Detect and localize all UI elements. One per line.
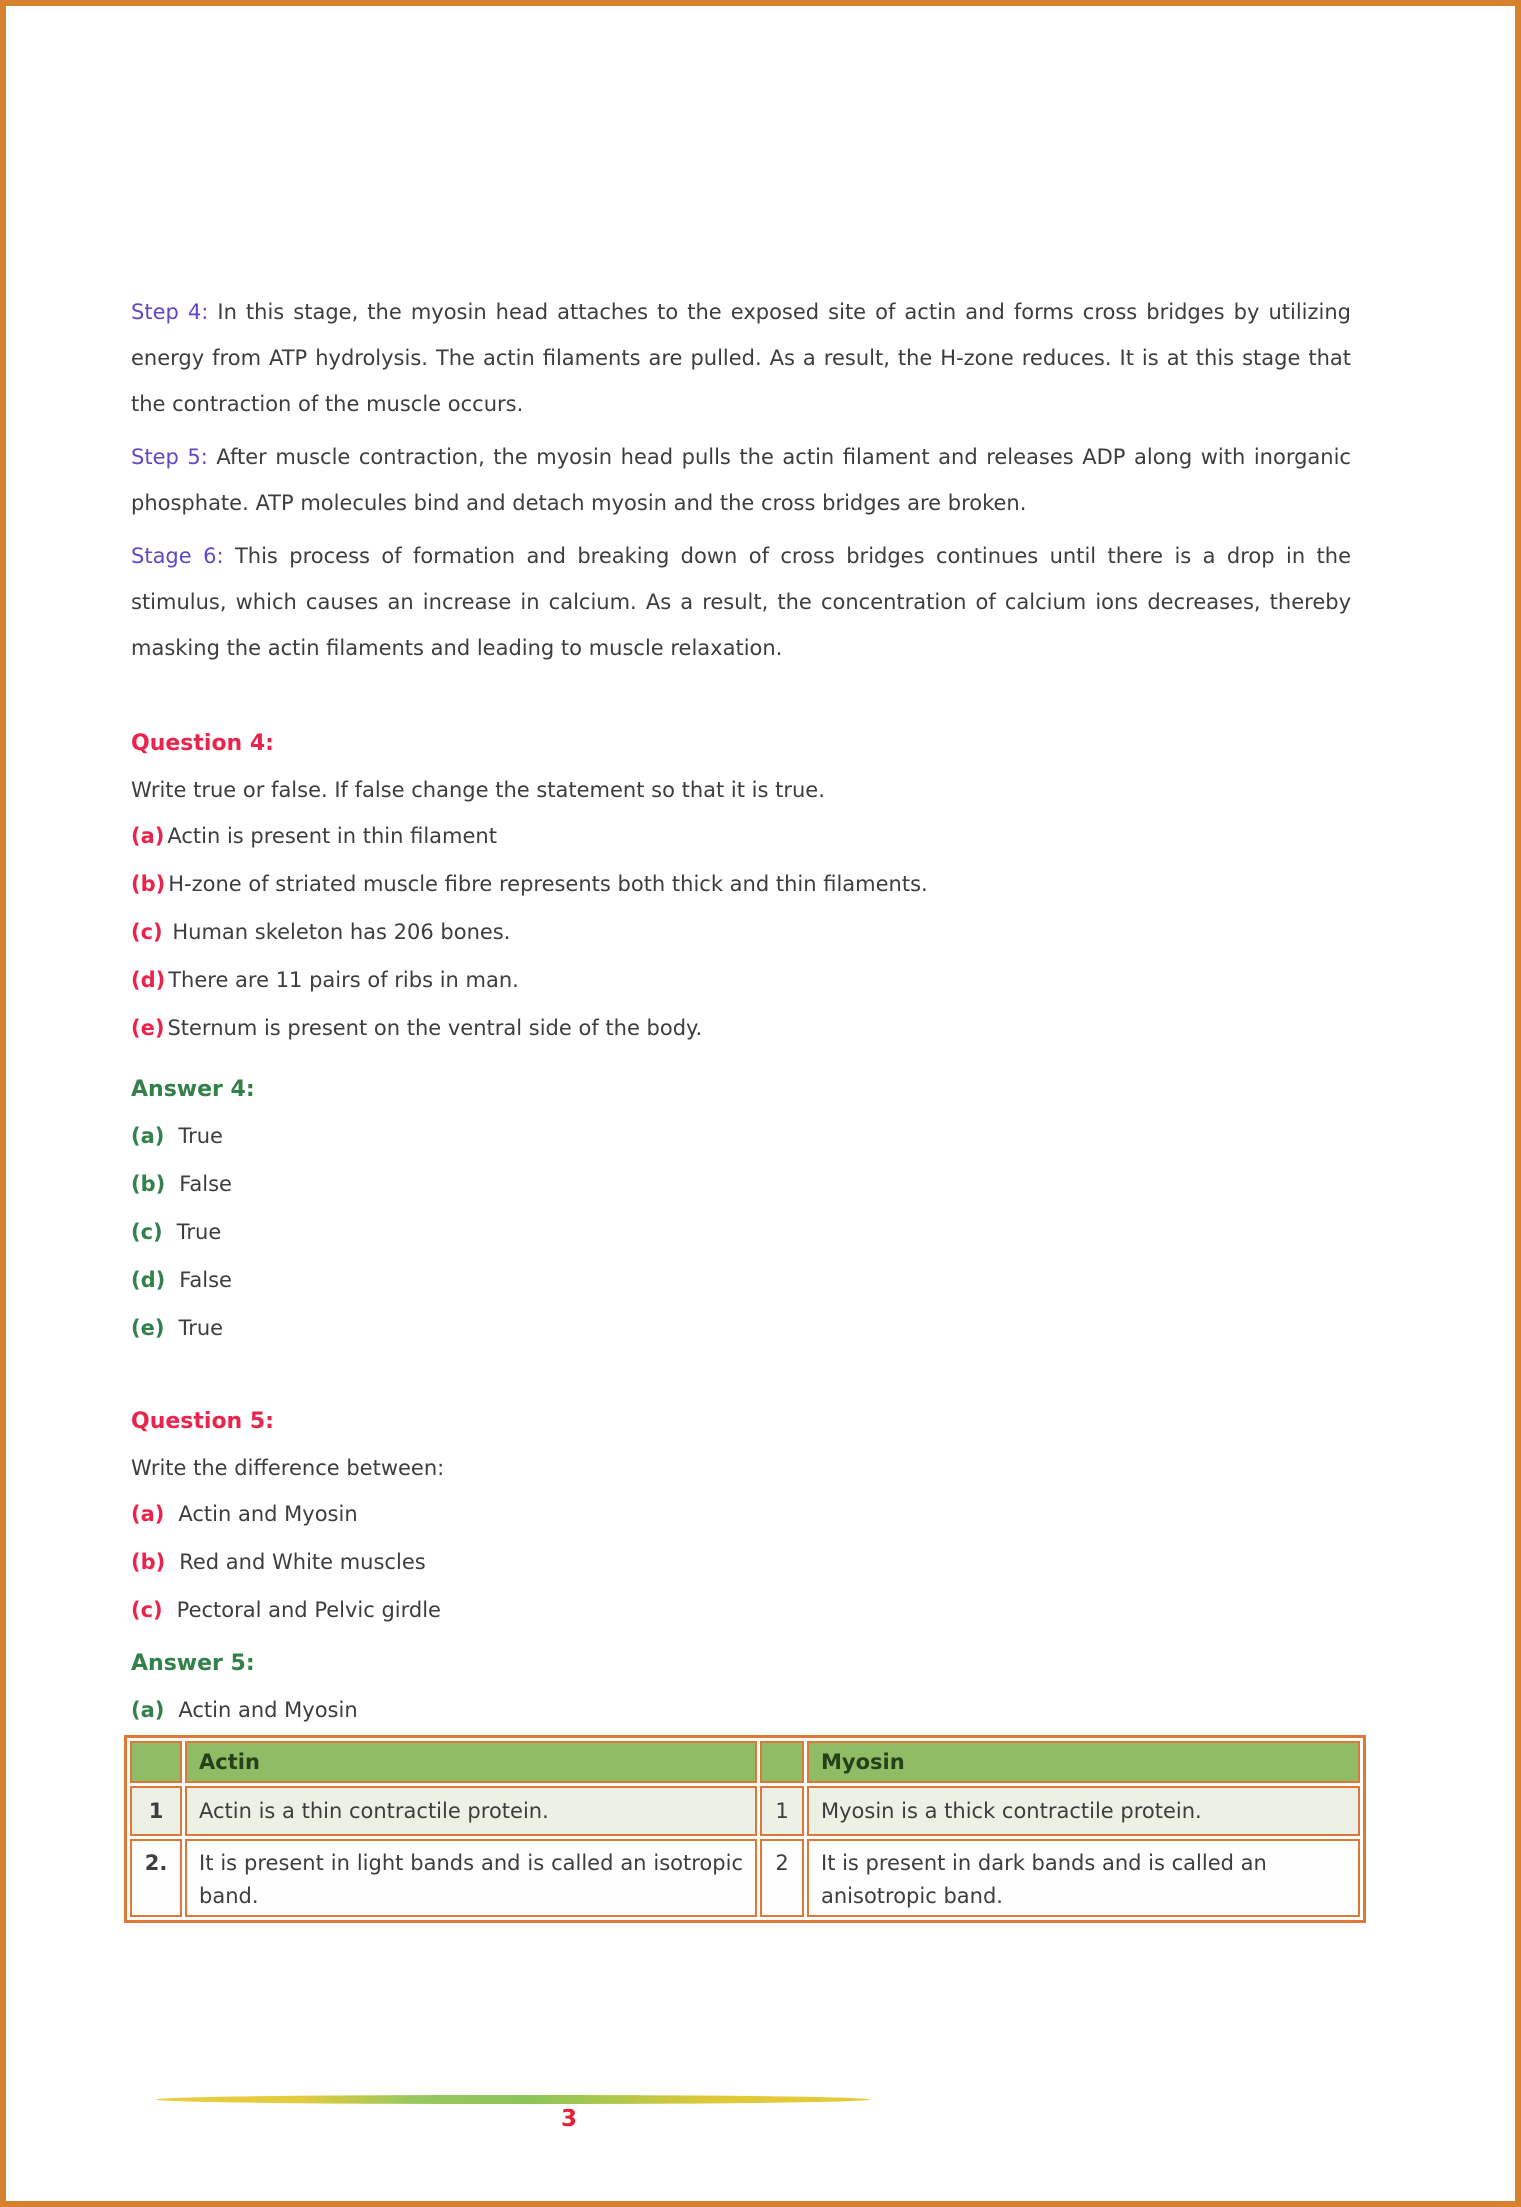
item-label: (c) <box>131 1598 163 1622</box>
row-number-cell: 2. <box>130 1839 182 1917</box>
step4-text: In this stage, the myosin head attaches to the exposed site of actin and forms cross bridges by utilizing energy from ATP hydrolysis. The actin filaments are pulled. As a result, the H-zone reduces. It is at this stage that the contraction of the muscle occurs. <box>131 300 1351 416</box>
question4-item-e <box>131 1005 1351 1051</box>
item-text: Actin is present in thin filament <box>167 824 497 848</box>
item-text: H-zone of striated muscle fibre represents both thick and thin filaments. <box>168 872 928 896</box>
step4-label: Step 4: <box>131 300 209 324</box>
item-label: (d) <box>131 1268 166 1292</box>
answer4-item-e <box>131 1305 1351 1351</box>
row-number-cell: 1 <box>130 1786 182 1836</box>
item-label: (b) <box>131 872 166 896</box>
answer4-heading: Answer 4: <box>131 1077 255 1102</box>
answer5-heading: Answer 5: <box>131 1651 255 1676</box>
answer4-item-b <box>131 1161 1351 1207</box>
item-label: (c) <box>131 920 163 944</box>
item-label: (a) <box>131 824 165 848</box>
table-row <box>130 1786 1360 1836</box>
header-cell-empty-left <box>130 1741 182 1783</box>
item-text: Actin and Myosin <box>178 1698 358 1722</box>
question4-item-d <box>131 957 1351 1003</box>
question5-item-c <box>131 1587 1351 1633</box>
question5-intro: Write the difference between: <box>131 1456 445 1480</box>
item-text: Red and White muscles <box>179 1550 426 1574</box>
answer4-item-a <box>131 1113 1351 1159</box>
item-label: (c) <box>131 1220 163 1244</box>
step5-text: After muscle contraction, the myosin head pulls the actin filament and releases ADP along with inorganic phosphate. ATP molecules bind and detach myosin and the cross bridges are broken. <box>131 445 1351 515</box>
item-text: True <box>178 1316 224 1340</box>
item-text: True <box>178 1124 223 1148</box>
item-label: (d) <box>131 968 166 992</box>
item-label: (b) <box>131 1172 166 1196</box>
item-text: Human skeleton has 206 bones. <box>172 920 511 944</box>
actin-myosin-table <box>124 1735 1366 1923</box>
answer4-item-c <box>131 1209 1351 1255</box>
item-text: False <box>179 1268 232 1292</box>
row-number-cell: 1 <box>760 1786 804 1836</box>
question4-item-b <box>131 861 1351 907</box>
paragraph-step5 <box>131 434 1351 526</box>
answer5-item-a <box>131 1687 1351 1733</box>
table-row <box>130 1839 1360 1917</box>
item-label: (e) <box>131 1316 165 1340</box>
item-label: (b) <box>131 1550 166 1574</box>
item-label: (e) <box>131 1016 165 1040</box>
step5-label: Step 5: <box>131 445 208 469</box>
item-text: True <box>176 1220 222 1244</box>
table-header-row <box>130 1741 1360 1783</box>
myosin-cell: It is present in dark bands and is called an anisotropic band. <box>807 1839 1360 1917</box>
item-text: False <box>179 1172 232 1196</box>
page-content <box>131 289 1351 1923</box>
paragraph-stage6 <box>131 533 1351 671</box>
answer4-item-d <box>131 1257 1351 1303</box>
page-number: 3 <box>560 2106 577 2132</box>
header-cell-empty-mid <box>760 1741 804 1783</box>
question4-item-c <box>131 909 1351 955</box>
item-label: (a) <box>131 1124 165 1148</box>
actin-cell: It is present in light bands and is called an isotropic band. <box>185 1839 757 1917</box>
question5-item-a <box>131 1491 1351 1537</box>
item-text: Pectoral and Pelvic girdle <box>176 1598 441 1622</box>
question4-item-a <box>131 813 1351 859</box>
question5-heading: Question 5: <box>131 1409 274 1434</box>
actin-cell: Actin is a thin contractile protein. <box>185 1786 757 1836</box>
item-label: (a) <box>131 1502 165 1526</box>
stage6-text: This process of formation and breaking down of cross bridges continues until there is a drop in the stimulus, which causes an increase in calcium. As a result, the concentration of calcium ions decreases, thereby masking the actin filaments and leading to muscle relaxation. <box>131 544 1351 660</box>
item-label: (a) <box>131 1698 165 1722</box>
item-text: There are 11 pairs of ribs in man. <box>168 968 519 992</box>
header-cell-actin: Actin <box>185 1741 757 1783</box>
stage6-label: Stage 6: <box>131 544 224 568</box>
item-text: Actin and Myosin <box>178 1502 358 1526</box>
footer-decoration-line <box>156 2095 870 2104</box>
question5-item-b <box>131 1539 1351 1585</box>
header-cell-myosin: Myosin <box>807 1741 1360 1783</box>
row-number-cell: 2 <box>760 1839 804 1917</box>
question4-intro: Write true or false. If false change the statement so that it is true. <box>131 778 825 802</box>
paragraph-step4 <box>131 289 1351 427</box>
question4-heading: Question 4: <box>131 731 274 756</box>
myosin-cell: Myosin is a thick contractile protein. <box>807 1786 1360 1836</box>
item-text: Sternum is present on the ventral side of the body. <box>167 1016 703 1040</box>
